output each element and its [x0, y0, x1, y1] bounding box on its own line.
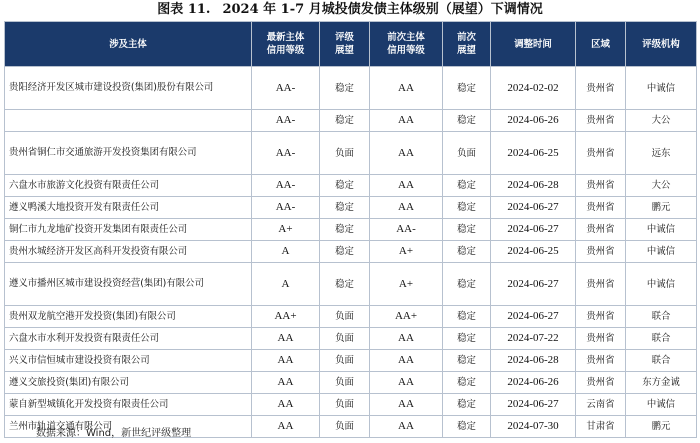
prev-outlook-cell: 稳定 — [443, 394, 491, 416]
entity-cell: 贵阳经济开发区城市建设投资(集团)股份有限公司 — [5, 67, 252, 110]
entity-cell — [5, 110, 252, 132]
prev-rating-cell: A+ — [370, 263, 443, 306]
outlook-cell: 稳定 — [320, 67, 370, 110]
date-cell: 2024-06-27 — [491, 394, 576, 416]
region-cell: 云南省 — [576, 394, 626, 416]
header-entity: 涉及主体 — [5, 22, 252, 67]
outlook-cell: 负面 — [320, 350, 370, 372]
latest-rating-cell: A+ — [252, 219, 320, 241]
agency-cell: 联合 — [626, 306, 697, 328]
agency-cell: 大公 — [626, 110, 697, 132]
prev-rating-cell: AA — [370, 197, 443, 219]
outlook-cell: 稳定 — [320, 175, 370, 197]
outlook-cell: 稳定 — [320, 241, 370, 263]
agency-cell: 联合 — [626, 328, 697, 350]
latest-rating-cell: AA- — [252, 110, 320, 132]
date-cell: 2024-07-22 — [491, 328, 576, 350]
table-row — [5, 306, 697, 328]
latest-rating-cell: AA- — [252, 175, 320, 197]
outlook-cell: 稳定 — [320, 110, 370, 132]
prev-rating-cell: AA — [370, 67, 443, 110]
prev-outlook-cell: 负面 — [443, 132, 491, 175]
agency-cell: 中诚信 — [626, 241, 697, 263]
latest-rating-cell: A — [252, 241, 320, 263]
header-prev-rating: 前次主体 信用等级 — [370, 22, 443, 67]
header-prev-outlook: 前次 展望 — [443, 22, 491, 67]
table-row — [5, 241, 697, 263]
data-source-note: 数据来源：Wind，新世纪评级整理 — [36, 428, 192, 439]
prev-rating-cell: AA — [370, 132, 443, 175]
latest-rating-cell: AA- — [252, 132, 320, 175]
prev-outlook-cell: 稳定 — [443, 110, 491, 132]
prev-rating-cell: AA — [370, 175, 443, 197]
date-cell: 2024-06-27 — [491, 197, 576, 219]
region-cell: 贵州省 — [576, 197, 626, 219]
date-cell: 2024-06-27 — [491, 219, 576, 241]
header-date: 调整时间 — [491, 22, 576, 67]
prev-outlook-cell: 稳定 — [443, 197, 491, 219]
entity-cell: 遵义鸭溪大地投资开发有限责任公司 — [5, 197, 252, 219]
prev-outlook-cell: 稳定 — [443, 219, 491, 241]
latest-rating-cell: AA — [252, 394, 320, 416]
outlook-cell: 稳定 — [320, 219, 370, 241]
agency-cell: 中诚信 — [626, 394, 697, 416]
region-cell: 甘肃省 — [576, 416, 626, 438]
figure-title — [0, 0, 700, 20]
table-row — [5, 372, 697, 394]
date-cell: 2024-06-26 — [491, 372, 576, 394]
entity-cell: 贵州省铜仁市交通旅游开发投资集团有限公司 — [5, 132, 252, 175]
agency-cell: 鹏元 — [626, 197, 697, 219]
table-row — [5, 394, 697, 416]
prev-rating-cell: A+ — [370, 241, 443, 263]
table-row — [5, 197, 697, 219]
prev-outlook-cell: 稳定 — [443, 241, 491, 263]
agency-cell: 中诚信 — [626, 219, 697, 241]
prev-outlook-cell: 稳定 — [443, 263, 491, 306]
region-cell: 贵州省 — [576, 132, 626, 175]
table-row — [5, 328, 697, 350]
prev-outlook-cell: 稳定 — [443, 328, 491, 350]
table-row — [5, 132, 697, 175]
prev-outlook-cell: 稳定 — [443, 416, 491, 438]
entity-cell: 兴义市信恒城市建设投资有限公司 — [5, 350, 252, 372]
date-cell: 2024-07-30 — [491, 416, 576, 438]
agency-cell: 中诚信 — [626, 263, 697, 306]
date-cell: 2024-06-25 — [491, 132, 576, 175]
region-cell: 贵州省 — [576, 350, 626, 372]
outlook-cell: 负面 — [320, 328, 370, 350]
table-row — [5, 175, 697, 197]
header-outlook: 评级 展望 — [320, 22, 370, 67]
table-row — [5, 263, 697, 306]
region-cell: 贵州省 — [576, 67, 626, 110]
entity-cell: 遵义市播州区城市建设投资经营(集团)有限公司 — [5, 263, 252, 306]
region-cell: 贵州省 — [576, 306, 626, 328]
prev-rating-cell: AA — [370, 372, 443, 394]
latest-rating-cell: AA — [252, 416, 320, 438]
entity-cell: 贵州水城经济开发区高科开发投资有限公司 — [5, 241, 252, 263]
figure-label: 图表 11. — [157, 2, 211, 17]
rating-downgrade-table — [4, 21, 697, 438]
entity-cell: 六盘水市旅游文化投资有限责任公司 — [5, 175, 252, 197]
header-region: 区域 — [576, 22, 626, 67]
table-row — [5, 110, 697, 132]
prev-outlook-cell: 稳定 — [443, 175, 491, 197]
agency-cell: 远东 — [626, 132, 697, 175]
region-cell: 贵州省 — [576, 219, 626, 241]
table-row — [5, 67, 697, 110]
latest-rating-cell: AA+ — [252, 306, 320, 328]
prev-rating-cell: AA — [370, 328, 443, 350]
outlook-cell: 负面 — [320, 132, 370, 175]
entity-cell: 贵州双龙航空港开发投资(集团)有限公司 — [5, 306, 252, 328]
date-cell: 2024-06-27 — [491, 263, 576, 306]
figure-title-text: 2024 年 1-7 月城投债发债主体级别（展望）下调情况 — [222, 2, 543, 17]
entity-cell: 兰州市轨道交通有限公司 — [5, 416, 252, 438]
region-cell: 贵州省 — [576, 328, 626, 350]
latest-rating-cell: AA — [252, 328, 320, 350]
agency-cell: 东方金诚 — [626, 372, 697, 394]
outlook-cell: 稳定 — [320, 263, 370, 306]
agency-cell: 鹏元 — [626, 416, 697, 438]
entity-cell: 遵义交旅投资(集团)有限公司 — [5, 372, 252, 394]
latest-rating-cell: A — [252, 263, 320, 306]
region-cell: 贵州省 — [576, 263, 626, 306]
date-cell: 2024-02-02 — [491, 67, 576, 110]
region-cell: 贵州省 — [576, 110, 626, 132]
prev-rating-cell: AA — [370, 394, 443, 416]
latest-rating-cell: AA- — [252, 197, 320, 219]
prev-rating-cell: AA+ — [370, 306, 443, 328]
prev-outlook-cell: 稳定 — [443, 372, 491, 394]
prev-rating-cell: AA- — [370, 219, 443, 241]
prev-rating-cell: AA — [370, 350, 443, 372]
entity-cell: 铜仁市九龙地矿投资开发集团有限责任公司 — [5, 219, 252, 241]
header-latest-rating: 最新主体 信用等级 — [252, 22, 320, 67]
outlook-cell: 稳定 — [320, 197, 370, 219]
outlook-cell: 负面 — [320, 416, 370, 438]
latest-rating-cell: AA- — [252, 67, 320, 110]
latest-rating-cell: AA — [252, 372, 320, 394]
date-cell: 2024-06-28 — [491, 350, 576, 372]
prev-outlook-cell: 稳定 — [443, 306, 491, 328]
table-row — [5, 350, 697, 372]
table-body — [5, 67, 697, 438]
table-row — [5, 219, 697, 241]
region-cell: 贵州省 — [576, 175, 626, 197]
region-cell: 贵州省 — [576, 241, 626, 263]
date-cell: 2024-06-26 — [491, 110, 576, 132]
date-cell: 2024-06-25 — [491, 241, 576, 263]
agency-cell: 联合 — [626, 350, 697, 372]
prev-outlook-cell: 稳定 — [443, 67, 491, 110]
outlook-cell: 负面 — [320, 394, 370, 416]
entity-cell: 蒙自新型城镇化开发投资有限责任公司 — [5, 394, 252, 416]
date-cell: 2024-06-28 — [491, 175, 576, 197]
prev-rating-cell: AA — [370, 110, 443, 132]
outlook-cell: 负面 — [320, 306, 370, 328]
header-agency: 评级机构 — [626, 22, 697, 67]
entity-cell: 六盘水市水利开发投资有限责任公司 — [5, 328, 252, 350]
table-header-row — [5, 22, 697, 67]
outlook-cell: 负面 — [320, 372, 370, 394]
agency-cell: 中诚信 — [626, 67, 697, 110]
date-cell: 2024-06-27 — [491, 306, 576, 328]
prev-outlook-cell: 稳定 — [443, 350, 491, 372]
region-cell: 贵州省 — [576, 372, 626, 394]
prev-rating-cell: AA — [370, 416, 443, 438]
latest-rating-cell: AA — [252, 350, 320, 372]
agency-cell: 大公 — [626, 175, 697, 197]
